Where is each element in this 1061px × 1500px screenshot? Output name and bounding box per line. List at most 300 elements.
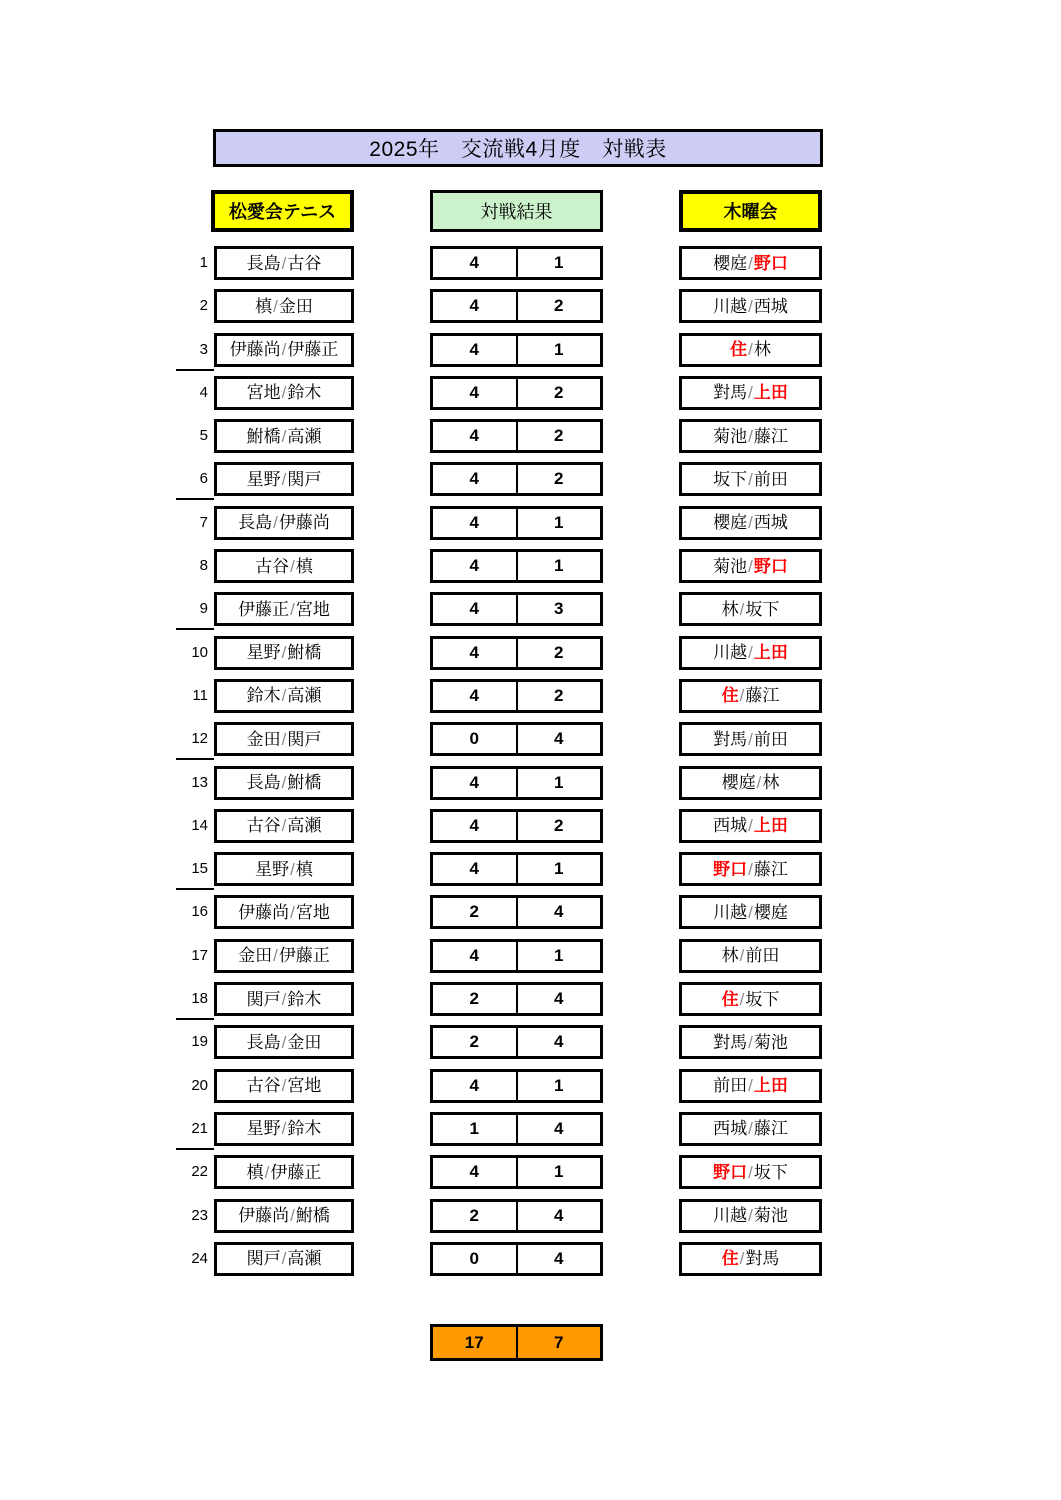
right-team-pair bbox=[679, 1025, 822, 1059]
right-team-pair bbox=[679, 1199, 822, 1233]
name-separator: / bbox=[739, 599, 745, 619]
name-separator: / bbox=[281, 773, 287, 793]
name-separator: / bbox=[748, 1206, 753, 1226]
totals-row bbox=[430, 1324, 603, 1361]
player-name: 星野 bbox=[255, 859, 290, 879]
left-team-pair bbox=[214, 636, 354, 670]
right-team-pair-text bbox=[722, 991, 780, 1008]
score-right: 1 bbox=[554, 1162, 564, 1182]
row-number: 16 bbox=[191, 903, 208, 921]
left-team-pair-text bbox=[238, 1207, 330, 1224]
name-separator: / bbox=[290, 599, 295, 619]
score-box bbox=[430, 636, 603, 670]
left-team-pair-text bbox=[255, 861, 313, 878]
score-box bbox=[430, 419, 603, 453]
player-name: 前田 bbox=[753, 729, 788, 749]
score-right: 4 bbox=[554, 1248, 564, 1268]
name-separator: / bbox=[290, 859, 295, 879]
score-box bbox=[430, 852, 603, 886]
right-team-pair-text bbox=[722, 601, 780, 618]
table-row bbox=[0, 333, 1061, 376]
name-separator: / bbox=[748, 1076, 753, 1096]
score-box bbox=[430, 289, 603, 323]
score-left: 4 bbox=[433, 1072, 518, 1100]
column-header-result-label: 対戦結果 bbox=[480, 202, 553, 222]
score-right: 1 bbox=[554, 859, 564, 879]
column-header-left-team-label: 松愛会テニス bbox=[228, 202, 337, 222]
player-name: 菊池 bbox=[713, 426, 748, 446]
player-name: 菊池 bbox=[753, 1032, 788, 1052]
table-row bbox=[0, 1112, 1061, 1155]
table-row bbox=[0, 939, 1061, 982]
score-left: 4 bbox=[433, 509, 518, 537]
right-team-pair-text bbox=[713, 298, 788, 315]
player-name: 西城 bbox=[713, 816, 748, 836]
name-separator: / bbox=[290, 556, 295, 576]
name-separator: / bbox=[281, 253, 287, 273]
name-separator: / bbox=[281, 1249, 287, 1269]
name-separator: / bbox=[281, 643, 287, 663]
group-separator bbox=[176, 888, 214, 890]
right-team-pair-text bbox=[713, 1207, 788, 1224]
table-row bbox=[0, 462, 1061, 505]
player-name: 住 bbox=[721, 1249, 739, 1269]
score-right: 3 bbox=[554, 599, 564, 619]
right-team-pair bbox=[679, 592, 822, 626]
right-team-pair bbox=[679, 376, 822, 410]
name-separator: / bbox=[748, 426, 753, 446]
left-team-pair-text bbox=[247, 1120, 322, 1137]
player-name: 對馬 bbox=[713, 1032, 748, 1052]
left-team-pair bbox=[214, 549, 354, 583]
right-team-pair-text bbox=[713, 1034, 788, 1051]
row-number: 1 bbox=[199, 254, 208, 271]
player-name: 對馬 bbox=[713, 729, 748, 749]
player-name: 鈴木 bbox=[287, 1119, 322, 1139]
right-team-pair-text bbox=[713, 1164, 788, 1181]
totals-left-wins: 17 bbox=[433, 1327, 518, 1358]
name-separator: / bbox=[748, 253, 753, 273]
player-name: 櫻庭 bbox=[713, 253, 748, 273]
right-team-pair bbox=[679, 419, 822, 453]
score-box bbox=[430, 939, 603, 973]
right-team-pair bbox=[679, 679, 822, 713]
score-left: 4 bbox=[433, 639, 518, 667]
right-team-pair-text bbox=[713, 644, 788, 661]
player-name: 宮地 bbox=[295, 599, 330, 619]
left-team-pair-text bbox=[238, 601, 330, 618]
right-team-pair bbox=[679, 333, 822, 367]
table-row bbox=[0, 809, 1061, 852]
player-name: 宮地 bbox=[295, 902, 330, 922]
player-name: 星野 bbox=[246, 469, 281, 489]
player-name: 鮒橋 bbox=[246, 426, 281, 446]
player-name: 古谷 bbox=[246, 1076, 281, 1096]
left-team-pair bbox=[214, 1199, 354, 1233]
left-team-pair-text bbox=[247, 644, 322, 661]
left-team-pair-text bbox=[247, 687, 322, 704]
score-right: 1 bbox=[554, 945, 564, 965]
player-name: 伊藤正 bbox=[270, 1162, 322, 1182]
player-name: 関戸 bbox=[287, 729, 322, 749]
page-title bbox=[213, 129, 823, 167]
table-row bbox=[0, 592, 1061, 635]
score-right: 4 bbox=[554, 989, 564, 1009]
player-name: 槙 bbox=[246, 1162, 264, 1182]
player-name: 鈴木 bbox=[287, 989, 322, 1009]
player-name: 長島 bbox=[238, 513, 273, 533]
player-name: 藤江 bbox=[753, 426, 788, 446]
score-right: 2 bbox=[554, 685, 564, 705]
player-name: 藤江 bbox=[753, 859, 788, 879]
left-team-pair bbox=[214, 1242, 354, 1276]
name-separator: / bbox=[281, 1119, 287, 1139]
right-team-pair bbox=[679, 549, 822, 583]
score-right: 2 bbox=[554, 469, 564, 489]
row-number: 13 bbox=[191, 773, 208, 791]
score-box bbox=[430, 1069, 603, 1103]
player-name: 上田 bbox=[753, 816, 788, 836]
player-name: 金田 bbox=[287, 1032, 322, 1052]
player-name: 金田 bbox=[238, 946, 273, 966]
score-box bbox=[430, 679, 603, 713]
row-number: 5 bbox=[199, 427, 208, 445]
group-separator bbox=[176, 1018, 214, 1020]
row-number: 2 bbox=[199, 297, 208, 315]
right-team-pair bbox=[679, 982, 822, 1016]
left-team-pair bbox=[214, 506, 354, 540]
table-row bbox=[0, 419, 1061, 462]
table-row bbox=[0, 1199, 1061, 1242]
score-box bbox=[430, 333, 603, 367]
right-team-pair-text bbox=[713, 1120, 788, 1137]
score-left: 2 bbox=[433, 1202, 518, 1230]
score-box bbox=[430, 462, 603, 496]
table-row bbox=[0, 549, 1061, 592]
player-name: 長島 bbox=[246, 1032, 281, 1052]
score-box bbox=[430, 376, 603, 410]
table-row bbox=[0, 376, 1061, 419]
row-number: 6 bbox=[199, 470, 208, 488]
player-name: 槙 bbox=[255, 296, 273, 316]
score-left: 4 bbox=[433, 422, 518, 450]
column-header-right-team bbox=[679, 190, 822, 232]
player-name: 川越 bbox=[713, 643, 748, 663]
left-team-pair bbox=[214, 246, 354, 280]
table-row bbox=[0, 852, 1061, 895]
player-name: 藤江 bbox=[745, 686, 780, 706]
player-name: 上田 bbox=[753, 1076, 788, 1096]
score-box bbox=[430, 246, 603, 280]
row-number: 15 bbox=[191, 860, 208, 878]
left-team-pair-text bbox=[247, 1164, 322, 1181]
name-separator: / bbox=[748, 383, 753, 403]
right-team-pair-text bbox=[722, 947, 780, 964]
player-name: 宮地 bbox=[246, 383, 281, 403]
player-name: 古谷 bbox=[255, 556, 290, 576]
player-name: 伊藤正 bbox=[278, 946, 330, 966]
left-team-pair bbox=[214, 376, 354, 410]
right-team-pair-text bbox=[713, 904, 788, 921]
player-name: 坂下 bbox=[745, 989, 780, 1009]
name-separator: / bbox=[281, 816, 287, 836]
player-name: 住 bbox=[721, 686, 739, 706]
name-separator: / bbox=[748, 1162, 753, 1182]
player-name: 高瀬 bbox=[287, 816, 322, 836]
score-left: 4 bbox=[433, 465, 518, 493]
name-separator: / bbox=[748, 296, 753, 316]
name-separator: / bbox=[281, 686, 287, 706]
score-box bbox=[430, 1112, 603, 1146]
group-separator bbox=[176, 628, 214, 630]
row-number: 14 bbox=[191, 816, 208, 834]
score-box bbox=[430, 1242, 603, 1276]
right-team-pair bbox=[679, 636, 822, 670]
score-right: 2 bbox=[554, 426, 564, 446]
score-left: 4 bbox=[433, 249, 518, 277]
right-team-pair-text bbox=[722, 687, 780, 704]
row-number: 24 bbox=[191, 1249, 208, 1267]
score-right: 1 bbox=[554, 556, 564, 576]
name-separator: / bbox=[281, 989, 287, 1009]
score-right: 4 bbox=[554, 902, 564, 922]
left-team-pair-text bbox=[247, 1077, 322, 1094]
row-number: 12 bbox=[191, 730, 208, 748]
row-number: 17 bbox=[191, 946, 208, 964]
left-team-pair bbox=[214, 333, 354, 367]
left-team-pair bbox=[214, 462, 354, 496]
page-title-text: 2025年 交流戦4月度 対戦表 bbox=[369, 138, 667, 161]
left-team-pair-text bbox=[247, 255, 322, 272]
row-number: 4 bbox=[199, 383, 208, 401]
name-separator: / bbox=[748, 513, 753, 533]
player-name: 古谷 bbox=[246, 816, 281, 836]
table-row bbox=[0, 766, 1061, 809]
name-separator: / bbox=[281, 1032, 287, 1052]
score-box bbox=[430, 1025, 603, 1059]
score-box bbox=[430, 592, 603, 626]
left-team-pair bbox=[214, 1025, 354, 1059]
player-name: 西城 bbox=[753, 513, 788, 533]
right-team-pair-text bbox=[713, 861, 788, 878]
score-right: 2 bbox=[554, 642, 564, 662]
right-team-pair bbox=[679, 506, 822, 540]
column-header-result bbox=[430, 190, 603, 232]
player-name: 林 bbox=[753, 340, 771, 360]
name-separator: / bbox=[748, 469, 753, 489]
player-name: 金田 bbox=[278, 296, 313, 316]
player-name: 伊藤尚 bbox=[278, 513, 330, 533]
score-left: 4 bbox=[433, 942, 518, 970]
right-team-pair bbox=[679, 809, 822, 843]
score-left: 0 bbox=[433, 1245, 518, 1273]
name-separator: / bbox=[281, 1076, 287, 1096]
left-team-pair bbox=[214, 852, 354, 886]
row-number: 22 bbox=[191, 1163, 208, 1181]
name-separator: / bbox=[273, 296, 278, 316]
score-left: 4 bbox=[433, 682, 518, 710]
right-team-pair-text bbox=[722, 1250, 780, 1267]
name-separator: / bbox=[748, 902, 753, 922]
player-name: 西城 bbox=[753, 296, 788, 316]
right-team-pair bbox=[679, 246, 822, 280]
name-separator: / bbox=[748, 643, 753, 663]
player-name: 高瀬 bbox=[287, 1249, 322, 1269]
right-team-pair-text bbox=[713, 1077, 788, 1094]
player-name: 長島 bbox=[246, 253, 281, 273]
player-name: 高瀬 bbox=[287, 686, 322, 706]
player-name: 星野 bbox=[246, 643, 281, 663]
player-name: 坂下 bbox=[745, 599, 780, 619]
right-team-pair-text bbox=[713, 255, 788, 272]
score-left: 4 bbox=[433, 552, 518, 580]
name-separator: / bbox=[264, 1162, 270, 1182]
player-name: 櫻庭 bbox=[713, 513, 748, 533]
name-separator: / bbox=[739, 989, 745, 1009]
table-row bbox=[0, 1025, 1061, 1068]
name-separator: / bbox=[290, 902, 295, 922]
player-name: 槙 bbox=[295, 859, 313, 879]
left-team-pair bbox=[214, 1155, 354, 1189]
right-team-pair-text bbox=[713, 731, 788, 748]
left-team-pair-text bbox=[247, 1034, 322, 1051]
row-number: 18 bbox=[191, 990, 208, 1008]
player-name: 藤江 bbox=[753, 1119, 788, 1139]
row-number: 9 bbox=[199, 600, 208, 618]
right-team-pair bbox=[679, 289, 822, 323]
player-name: 前田 bbox=[745, 946, 780, 966]
score-right: 4 bbox=[554, 1118, 564, 1138]
score-left: 2 bbox=[433, 898, 518, 926]
group-separator bbox=[176, 758, 214, 760]
column-header-left-team bbox=[211, 190, 354, 232]
row-number: 20 bbox=[191, 1076, 208, 1094]
name-separator: / bbox=[748, 816, 753, 836]
player-name: 野口 bbox=[713, 1162, 748, 1182]
name-separator: / bbox=[281, 426, 287, 446]
name-separator: / bbox=[748, 340, 753, 360]
score-right: 4 bbox=[554, 1032, 564, 1052]
left-team-pair bbox=[214, 895, 354, 929]
right-team-pair bbox=[679, 939, 822, 973]
table-row bbox=[0, 1242, 1061, 1285]
right-team-pair-text bbox=[730, 341, 771, 358]
player-name: 西城 bbox=[713, 1119, 748, 1139]
player-name: 上田 bbox=[753, 383, 788, 403]
score-box bbox=[430, 1199, 603, 1233]
left-team-pair bbox=[214, 722, 354, 756]
right-team-pair bbox=[679, 852, 822, 886]
player-name: 伊藤正 bbox=[287, 340, 339, 360]
name-separator: / bbox=[273, 513, 278, 533]
player-name: 高瀬 bbox=[287, 426, 322, 446]
name-separator: / bbox=[739, 1249, 745, 1269]
row-number: 8 bbox=[199, 557, 208, 575]
row-number: 10 bbox=[191, 643, 208, 661]
player-name: 坂下 bbox=[713, 469, 748, 489]
left-team-pair-text bbox=[247, 817, 322, 834]
column-header-right-team-label: 木曜会 bbox=[723, 202, 778, 222]
right-team-pair bbox=[679, 766, 822, 800]
right-team-pair bbox=[679, 895, 822, 929]
player-name: 鮒橋 bbox=[295, 1206, 330, 1226]
player-name: 宮地 bbox=[287, 1076, 322, 1096]
score-left: 2 bbox=[433, 985, 518, 1013]
score-right: 1 bbox=[554, 253, 564, 272]
player-name: 野口 bbox=[713, 859, 748, 879]
player-name: 櫻庭 bbox=[721, 773, 756, 793]
score-right: 1 bbox=[554, 772, 564, 792]
left-team-pair bbox=[214, 939, 354, 973]
row-number: 19 bbox=[191, 1033, 208, 1051]
left-team-pair bbox=[214, 1112, 354, 1146]
player-name: 坂下 bbox=[753, 1162, 788, 1182]
score-right: 4 bbox=[554, 1205, 564, 1225]
match-rows bbox=[0, 246, 1061, 1285]
score-right: 1 bbox=[554, 339, 564, 359]
row-number: 7 bbox=[199, 513, 208, 531]
left-team-pair-text bbox=[230, 341, 339, 358]
right-team-pair bbox=[679, 1155, 822, 1189]
table-row bbox=[0, 506, 1061, 549]
left-team-pair bbox=[214, 679, 354, 713]
left-team-pair bbox=[214, 419, 354, 453]
name-separator: / bbox=[273, 946, 278, 966]
player-name: 槙 bbox=[295, 556, 313, 576]
left-team-pair bbox=[214, 289, 354, 323]
table-row bbox=[0, 289, 1061, 332]
name-separator: / bbox=[281, 729, 287, 749]
player-name: 林 bbox=[762, 773, 780, 793]
name-separator: / bbox=[748, 556, 753, 576]
left-team-pair-text bbox=[255, 298, 313, 315]
left-team-pair-text bbox=[255, 558, 313, 575]
row-number: 11 bbox=[192, 686, 208, 704]
player-name: 對馬 bbox=[713, 383, 748, 403]
score-left: 4 bbox=[433, 292, 518, 320]
score-left: 4 bbox=[433, 379, 518, 407]
left-team-pair bbox=[214, 982, 354, 1016]
left-team-pair-text bbox=[247, 471, 322, 488]
player-name: 鮒橋 bbox=[287, 643, 322, 663]
left-team-pair bbox=[214, 809, 354, 843]
left-team-pair-text bbox=[247, 731, 322, 748]
name-separator: / bbox=[281, 469, 287, 489]
player-name: 星野 bbox=[246, 1119, 281, 1139]
score-right: 1 bbox=[554, 1075, 564, 1095]
right-team-pair bbox=[679, 1112, 822, 1146]
player-name: 住 bbox=[730, 340, 748, 360]
score-left: 1 bbox=[433, 1115, 518, 1143]
left-team-pair-text bbox=[247, 991, 322, 1008]
table-row bbox=[0, 982, 1061, 1025]
player-name: 鮒橋 bbox=[287, 773, 322, 793]
score-left: 2 bbox=[433, 1028, 518, 1056]
score-box bbox=[430, 809, 603, 843]
score-left: 4 bbox=[433, 769, 518, 797]
player-name: 野口 bbox=[753, 253, 788, 273]
right-team-pair bbox=[679, 1069, 822, 1103]
score-box bbox=[430, 549, 603, 583]
totals-right-wins: 7 bbox=[518, 1327, 601, 1358]
row-number: 21 bbox=[191, 1119, 208, 1137]
player-name: 前田 bbox=[713, 1076, 748, 1096]
right-team-pair-text bbox=[713, 384, 788, 401]
right-team-pair bbox=[679, 1242, 822, 1276]
name-separator: / bbox=[756, 773, 762, 793]
right-team-pair-text bbox=[713, 558, 788, 575]
right-team-pair-text bbox=[713, 817, 788, 834]
